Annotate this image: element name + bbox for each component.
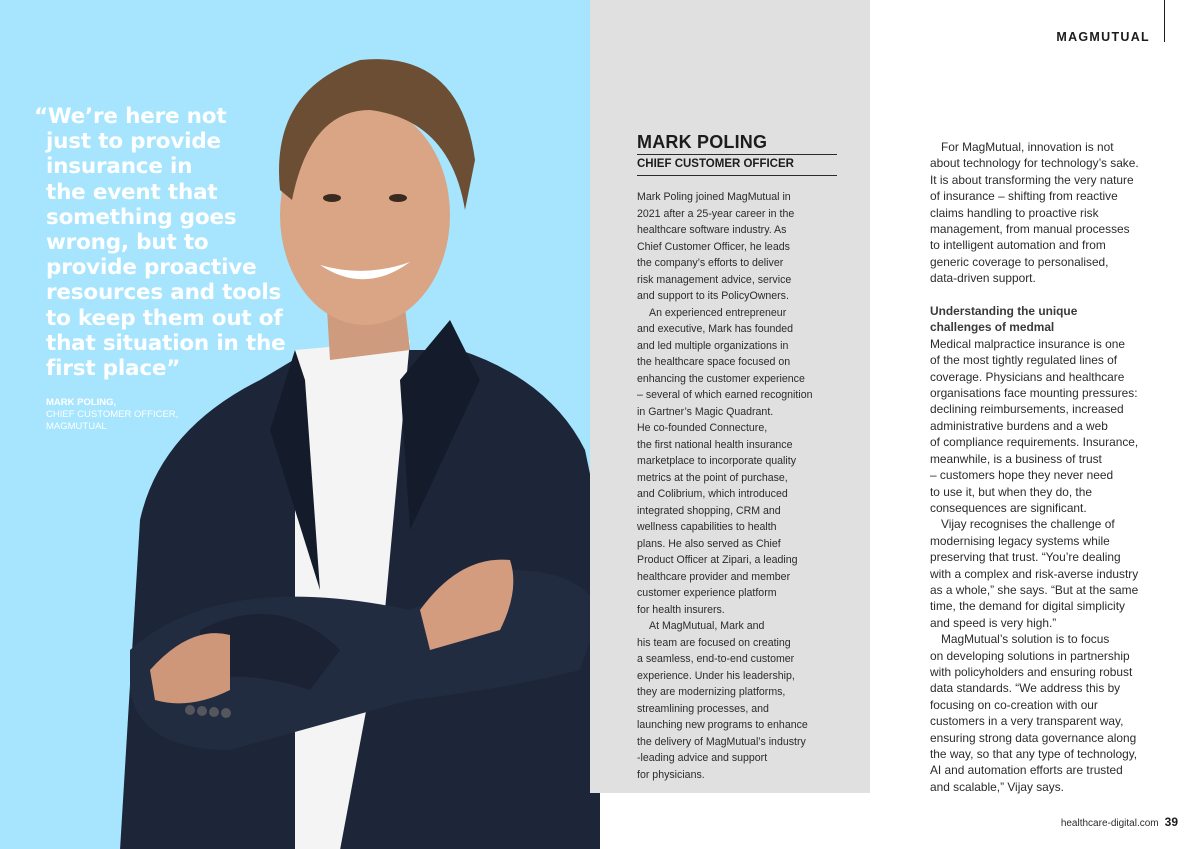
article-line: and scalable,” Vijay says.: [930, 779, 1064, 794]
article-subheading: Understanding the unique: [930, 304, 1078, 319]
article-line: of compliance requirements. Insurance,: [930, 435, 1139, 450]
bio-line: in Gartner’s Magic Quadrant.: [637, 405, 774, 418]
bio-line: enhancing the customer experience: [637, 372, 805, 385]
attribution-role: CHIEF CUSTOMER OFFICER,: [46, 409, 179, 420]
bio-line: healthcare provider and member: [637, 570, 791, 583]
header-divider: [1164, 0, 1165, 42]
article-line: customers in a very transparent way,: [930, 714, 1124, 729]
bio-line: plans. He also served as Chief: [637, 537, 781, 550]
article-line: to use it, but when they do, the: [930, 484, 1092, 499]
article-line: preserving that trust. “You’re dealing: [930, 550, 1121, 565]
article-line: meanwhile, is a business of trust: [930, 451, 1102, 466]
article-line: Vijay recognises the challenge of: [941, 517, 1115, 532]
article-line: and speed is very high.”: [930, 615, 1057, 630]
pull-quote-line: wrong, but to: [46, 230, 209, 256]
brand-header: MAGMUTUAL: [1056, 30, 1150, 44]
bio-line: and led multiple organizations in: [637, 339, 789, 352]
bio-line: integrated shopping, CRM and: [637, 504, 781, 517]
bio-line: launching new programs to enhance: [637, 719, 808, 731]
bio-line: Mark Poling joined MagMutual in: [637, 191, 791, 203]
article-line: on developing solutions in partnership: [930, 648, 1130, 663]
bio-line: Chief Customer Officer, he leads: [637, 240, 790, 253]
bio-line: the delivery of MagMutual’s industry: [637, 735, 806, 748]
article-line: with policyholders and ensuring robust: [930, 664, 1133, 679]
bio-line: At MagMutual, Mark and: [649, 620, 765, 632]
article-line: declining reimbursements, increased: [930, 402, 1124, 417]
footer-site: healthcare-digital.com: [1060, 818, 1159, 829]
article-line: It is about transforming the very nature: [930, 172, 1134, 187]
bio-line: An experienced entrepreneur: [649, 306, 787, 319]
article-line: administrative burdens and a web: [930, 418, 1108, 433]
article-line: data standards. “We address this by: [930, 681, 1121, 696]
bio-line: the first national health insurance: [637, 438, 793, 451]
article-line: ensuring strong data governance along: [930, 730, 1137, 745]
article-line: to intelligent automation and from: [930, 238, 1106, 253]
pull-quote-line: that situation in the: [46, 330, 286, 356]
attribution-name: MARK POLING,: [46, 397, 117, 408]
bio-line: – several of which earned recognition: [637, 389, 813, 401]
article-line: data-driven support.: [930, 271, 1036, 286]
article-line: of insurance – shifting from reactive: [930, 189, 1118, 204]
bio-line: they are modernizing platforms,: [637, 686, 786, 698]
pull-quote: [34, 104, 286, 382]
bio-line: and support to its PolicyOwners.: [637, 290, 789, 302]
bio-line: a seamless, end-to-end customer: [637, 653, 795, 665]
pull-quote-line: the event that: [46, 179, 218, 205]
profile-name: MARK POLING: [637, 132, 768, 152]
bio-line: metrics at the point of purchase,: [637, 471, 788, 484]
article-line: focusing on co-creation with our: [930, 697, 1098, 712]
bio-line: 2021 after a 25-year career in the: [637, 207, 795, 220]
article-line: time, the demand for digital simplicity: [930, 599, 1125, 614]
bio-line: -leading advice and support: [637, 752, 768, 764]
article-line: claims handling to proactive risk: [930, 205, 1099, 220]
bio-line: streamlining processes, and: [637, 702, 769, 715]
bio-line: customer experience platform: [637, 587, 777, 599]
paragraph-gap: [930, 287, 1170, 303]
pull-quote-line: provide proactive: [46, 255, 257, 281]
article-line: of the most tightly regulated lines of: [930, 353, 1118, 368]
pull-quote-line: insurance in: [46, 154, 193, 180]
profile-title: CHIEF CUSTOMER OFFICER: [637, 158, 794, 170]
bio-line: and Colibrium, which introduced: [637, 488, 788, 500]
article-line: the way, so that any type of technology,: [930, 747, 1138, 762]
article-line: as a whole,” she says. “But at the same: [930, 582, 1139, 597]
bio-line: for health insurers.: [637, 603, 725, 616]
bio-line: the healthcare space focused on: [637, 356, 791, 368]
article-line: – customers hope they never need: [930, 468, 1114, 483]
bio-line: healthcare software industry. As: [637, 224, 787, 236]
bio-line: He co-founded Connecture,: [637, 422, 768, 434]
profile-divider-bottom: [637, 175, 837, 176]
bio-line: Product Officer at Zipari, a leading: [637, 554, 798, 566]
article-line: modernising legacy systems while: [930, 533, 1110, 548]
bio-line: experience. Under his leadership,: [637, 669, 795, 682]
article-line: organisations face mounting pressures:: [930, 386, 1138, 401]
article-line: with a complex and risk-averse industry: [930, 566, 1139, 581]
article-column: [930, 139, 1170, 795]
pull-quote-line: first place”: [46, 356, 181, 382]
article-line: coverage. Physicians and healthcare: [930, 369, 1125, 384]
bio-line: for physicians.: [637, 768, 705, 781]
pull-quote-line: “We’re here not: [34, 104, 227, 129]
profile-bio: [637, 189, 852, 783]
bio-line: wellness capabilities to health: [637, 521, 777, 533]
page-number: 39: [1164, 815, 1178, 829]
article-line: generic coverage to personalised,: [930, 254, 1109, 269]
page-footer: [1061, 815, 1178, 829]
article-line: Medical malpractice insurance is one: [930, 336, 1125, 351]
bio-line: risk management advice, service: [637, 273, 792, 286]
article-line: management, from manual processes: [930, 222, 1130, 237]
article-line: consequences are significant.: [930, 500, 1087, 515]
quote-attribution: [46, 397, 266, 433]
article-line: For MagMutual, innovation is not: [941, 140, 1114, 154]
pull-quote-line: just to provide: [46, 129, 221, 155]
article-subheading: challenges of medmal: [930, 320, 1055, 335]
attribution-company: MAGMUTUAL: [46, 421, 107, 432]
pull-quote-line: to keep them out of: [46, 305, 283, 331]
pull-quote-line: something goes: [46, 204, 237, 230]
bio-line: his team are focused on creating: [637, 636, 791, 649]
pull-quote-line: resources and tools: [46, 280, 282, 306]
bio-line: the company’s efforts to deliver: [637, 257, 784, 269]
article-line: MagMutual’s solution is to focus: [941, 632, 1110, 647]
profile-divider-top: [637, 154, 837, 155]
bio-line: and executive, Mark has founded: [637, 323, 794, 335]
bio-line: marketplace to incorporate quality: [637, 455, 796, 467]
article-line: about technology for technology’s sake.: [930, 156, 1139, 171]
article-line: AI and automation efforts are trusted: [930, 763, 1123, 778]
